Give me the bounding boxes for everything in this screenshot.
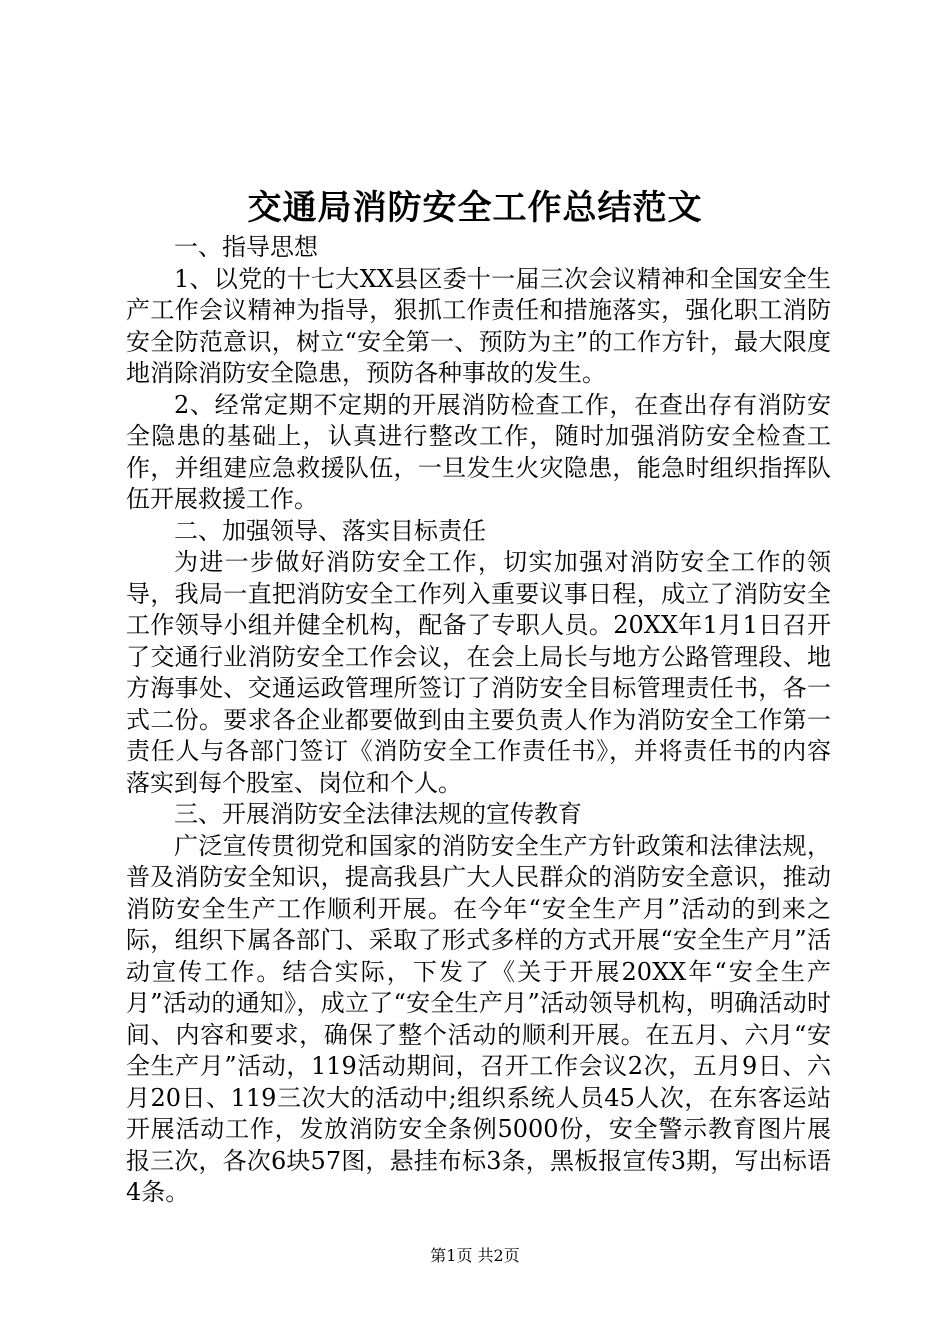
document-body: [126, 232, 831, 1209]
section-heading: 三、开展消防安全法律法规的宣传教育: [174, 800, 582, 828]
paragraph: 广泛宣传贯彻党和国家的消防安全生产方针政策和法律法规，普及消防安全知识，提高我县广大人民群众的消防安全意识，推动消防安全生产工作顺利开展。在今年“安全生产月”活动的到来之际，组织下属各部门、采取了形式多样的方式开展“安全生产月”活动宣传工作。结合实际，下发了《关于开展20XX年“安全生产月”活动的通知》，成立了“安全生产月”活动领导机构，明确活动时间、内容和要求，确保了整个活动的顺利开展。在五月、六月“安全生产月”活动，119活动期间，召开工作会议2次，五月9日、六月20日、119三次大的活动中;组织系统人员45人次，在东客运站开展活动工作，发放消防安全条例5000份，安全警示教育图片展报三次，各次6块57图，悬挂布标3条，黑板报宣传3期，写出标语4条。: [126, 831, 831, 1206]
page-number-footer: 第1页 共2页: [430, 1246, 520, 1265]
paragraph: 1、以党的十七大XX县区委十一届三次会议精神和全国安全生产工作会议精神为指导，狠抓工作责任和措施落实，强化职工消防安全防范意识，树立“安全第一、预防为主”的工作方针，最大限度地消除消防安全隐患，预防各种事故的发生。: [126, 264, 831, 387]
paragraph: 为进一步做好消防安全工作，切实加强对消防安全工作的领导，我局一直把消防安全工作列入重要议事日程，成立了消防安全工作领导小组并健全机构，配备了专职人员。20XX年1月1日召开了交通行业消防安全工作会议，在会上局长与地方公路管理段、地方海事处、交通运政管理所签订了消防安全目标管理责任书，各一式二份。要求各企业都要做到由主要负责人作为消防安全工作第一责任人与各部门签订《消防安全工作责任书》，并将责任书的内容落实到每个股室、岗位和个人。: [126, 548, 831, 797]
paragraph: 2、经常定期不定期的开展消防检查工作，在查出存有消防安全隐患的基础上，认真进行整改工作，随时加强消防安全检查工作，并组建应急救援队伍，一旦发生火灾隐患，能急时组织指挥队伍开展救援工作。: [126, 390, 831, 513]
section-heading: 一、指导思想: [174, 233, 318, 261]
section-heading: 二、加强领导、落实目标责任: [174, 516, 486, 545]
document-title: 交通局消防安全工作总结范文: [247, 188, 703, 228]
